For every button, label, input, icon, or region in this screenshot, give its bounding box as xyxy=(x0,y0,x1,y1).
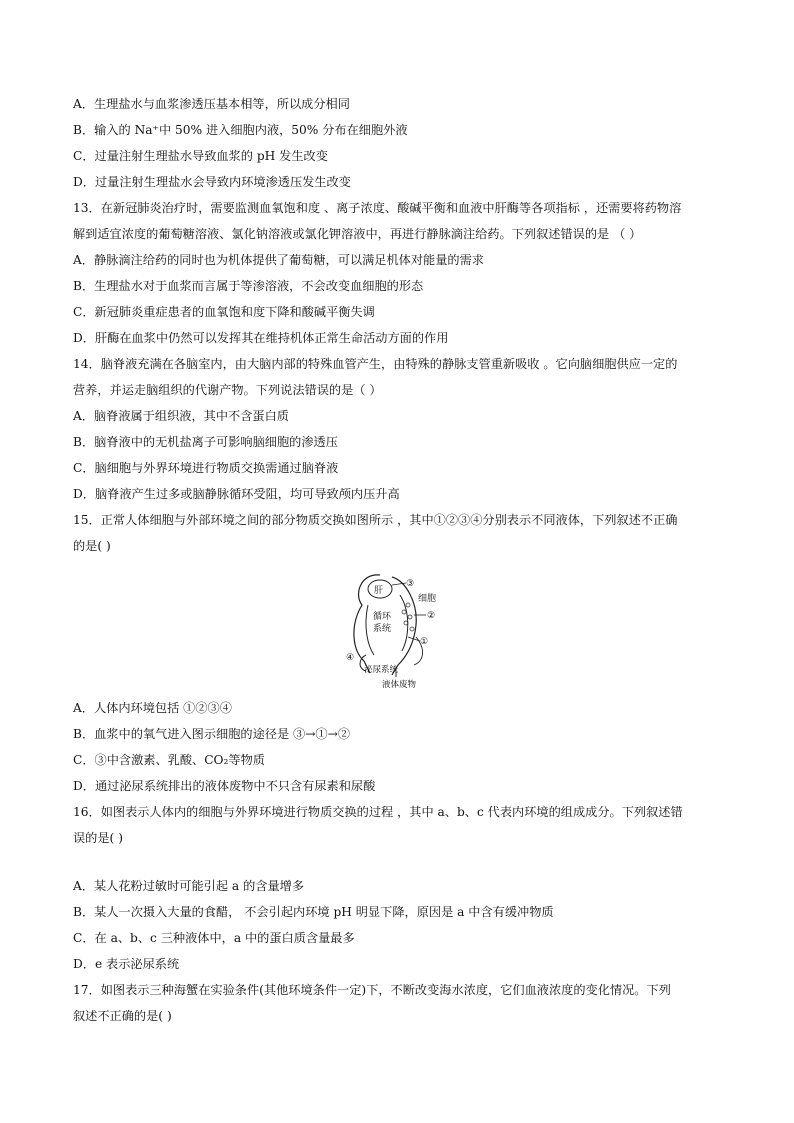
q16-option-b: B．某人一次摄入大量的食醋， 不会引起内环境 pH 明显下降，原因是 a 中含有缓冲物质 xyxy=(73,905,554,919)
cell-dot xyxy=(408,615,412,619)
liver-label: 肝 xyxy=(374,586,384,596)
q14-option-a: A．脑脊液属于组织液，其中不含蛋白质 xyxy=(73,409,289,423)
q12-option-b: B．输入的 Na⁺中 50% 进入细胞内液，50% 分布在细胞外液 xyxy=(73,123,408,137)
circulation-label-1: 循环 xyxy=(373,612,392,622)
mark-1: ① xyxy=(420,637,429,647)
cell-label: 细胞 xyxy=(418,594,437,604)
mark-4: ④ xyxy=(346,653,355,663)
q14-option-c: C．脑细胞与外界环境进行物质交换需通过脑脊液 xyxy=(73,461,339,475)
waste-label: 液体废物 xyxy=(382,680,417,690)
q14-option-d: D．脑脊液产生过多或脑静脉循环受阻，均可导致颅内压升高 xyxy=(73,487,400,501)
q15-option-b: B．血浆中的氧气进入图示细胞的途径是 ③→①→② xyxy=(73,727,351,741)
q15-stem-line1: 15．正常人体细胞与外部环境之间的部分物质交换如图所示 ，其中①②③④分别表示不同液体，下列叙述不正确 xyxy=(73,513,678,527)
urinary-label: 泌尿系统 xyxy=(364,665,399,675)
q15-option-a: A．人体内环境包括 ①②③④ xyxy=(73,701,232,715)
q15-stem-line2: 的是( ) xyxy=(73,539,111,553)
q14-stem-line2: 营养，并运走脑组织的代谢产物。下列说法错误的是（ ） xyxy=(73,383,382,397)
q15-option-d: D．通过泌尿系统排出的液体废物中不只含有尿素和尿酸 xyxy=(73,779,376,793)
q16-stem-line2: 误的是( ) xyxy=(73,831,123,845)
q17-stem-line2: 叙述不正确的是( ) xyxy=(73,1009,172,1023)
circulation-label-2: 系统 xyxy=(373,624,392,634)
q13-option-a: A．静脉滴注给药的同时也为机体提供了葡萄糖，可以满足机体对能量的需求 xyxy=(73,253,484,267)
q16-option-c: C．在 a、b、c 三种液体中，a 中的蛋白质含量最多 xyxy=(73,931,355,945)
q15-option-c: C．③中含激素、乳酸、CO₂等物质 xyxy=(73,753,265,767)
q16-stem-line1: 16．如图表示人体内的细胞与外界环境进行物质交换的过程 ，其中 a、b、c 代表内环境的组成成分。下列叙述错 xyxy=(73,805,683,819)
mark-3: ③ xyxy=(406,579,415,589)
q14-option-b: B．脑脊液中的无机盐离子可影响脑细胞的渗透压 xyxy=(73,435,338,449)
cell-dot xyxy=(402,610,406,614)
q17-stem-line1: 17．如图表示三种海蟹在实验条件(其他环境条件一定)下，不断改变海水浓度，它们血液浓度的变化情况。下列 xyxy=(73,983,671,997)
q13-option-b: B．生理盐水对于血浆而言属于等渗溶液，不会改变血细胞的形态 xyxy=(73,279,424,293)
mark-2: ② xyxy=(427,611,436,621)
diagram-svg xyxy=(340,565,450,690)
q16-option-a: A．某人花粉过敏时可能引起 a 的含量增多 xyxy=(73,879,305,893)
q12-option-c: C．过量注射生理盐水导致血浆的 pH 发生改变 xyxy=(73,149,328,163)
q16-option-d: D．e 表示泌尿系统 xyxy=(73,957,180,971)
q13-stem-line1: 13．在新冠肺炎治疗时，需要监测血氧饱和度 、离子浓度、酸碱平衡和血液中肝酶等各项指标 ，还需要将药物溶 xyxy=(73,201,682,215)
cell-dot xyxy=(406,603,410,607)
exchange-diagram xyxy=(340,565,450,690)
q13-option-d: D．肝酶在血浆中仍然可以发挥其在维持机体正常生命活动方面的作用 xyxy=(73,331,449,345)
q12-option-a: A．生理盐水与血浆渗透压基本相等，所以成分相同 xyxy=(73,97,350,111)
q14-stem-line1: 14．脑脊液充满在各脑室内，由大脑内部的特殊血管产生，由特殊的静脉支管重新吸收 。它向脑细胞供应一定的 xyxy=(73,357,678,371)
cell-dot xyxy=(410,627,414,631)
q12-option-d: D．过量注射生理盐水会导致内环境渗透压发生改变 xyxy=(73,175,351,189)
q13-stem-line2: 解到适宜浓度的葡萄糖溶液、氯化钠溶液或氯化钾溶液中，再进行静脉滴注给药。下列叙述错误的是 （ ） xyxy=(73,227,642,241)
q13-option-c: C．新冠肺炎重症患者的血氧饱和度下降和酸碱平衡失调 xyxy=(73,305,375,319)
